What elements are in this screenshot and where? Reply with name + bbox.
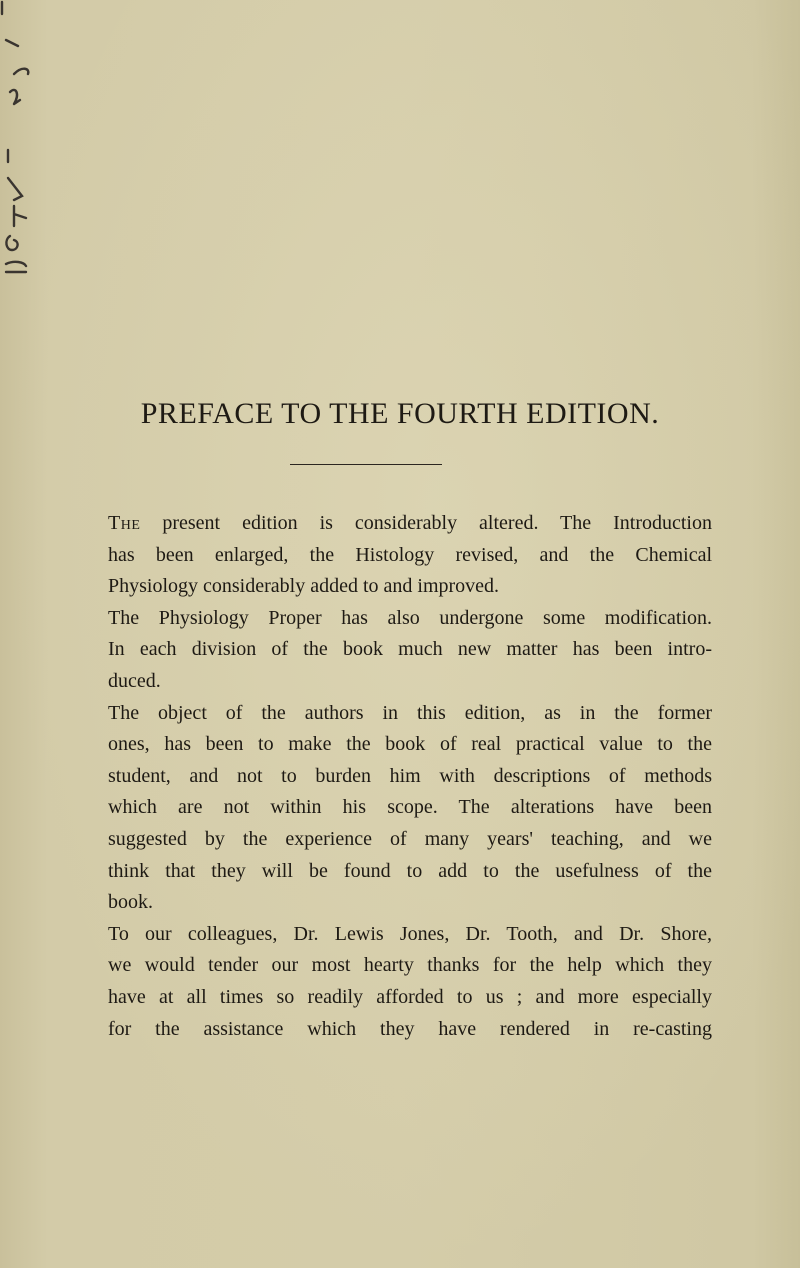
text-line: which are not within his scope. The alterations have been (108, 796, 712, 819)
text-line: The object of the authors in this edition, as in the former (108, 701, 712, 724)
preface-body (108, 508, 712, 1045)
text-line: duced. (108, 669, 161, 692)
drop-word: The (108, 512, 141, 534)
text-line: The Physiology Proper has also undergone some modification. (108, 606, 712, 629)
margin-pencil-marks (0, 0, 60, 300)
text-line: Physiology considerably added to and improved. (108, 575, 500, 598)
text-line: ones, has been to make the book of real practical value to the (108, 733, 712, 756)
text-line: for the assistance which they have rendered in re-casting (108, 1017, 712, 1040)
text-line: suggested by the experience of many years' teaching, and we (108, 827, 712, 850)
text-line: have at all times so readily afforded to us ; and more especially (108, 985, 712, 1008)
text-line: has been enlarged, the Histology revised, and the Chemical (108, 543, 712, 566)
text-line: student, and not to burden him with descriptions of methods (108, 764, 712, 787)
text-line: think that they will be found to add to the usefulness of the (108, 859, 712, 882)
text-line: book. (108, 891, 153, 914)
text-line: The present edition is considerably altered. The Introduction (108, 512, 712, 534)
title-rule (290, 464, 442, 465)
text-line: we would tender our most hearty thanks for the help which they (108, 954, 712, 977)
text-line: In each division of the book much new matter has been intro- (108, 638, 712, 661)
page-title: PREFACE TO THE FOURTH EDITION. (140, 397, 660, 430)
text-line: To our colleagues, Dr. Lewis Jones, Dr. Tooth, and Dr. Shore, (108, 922, 712, 945)
